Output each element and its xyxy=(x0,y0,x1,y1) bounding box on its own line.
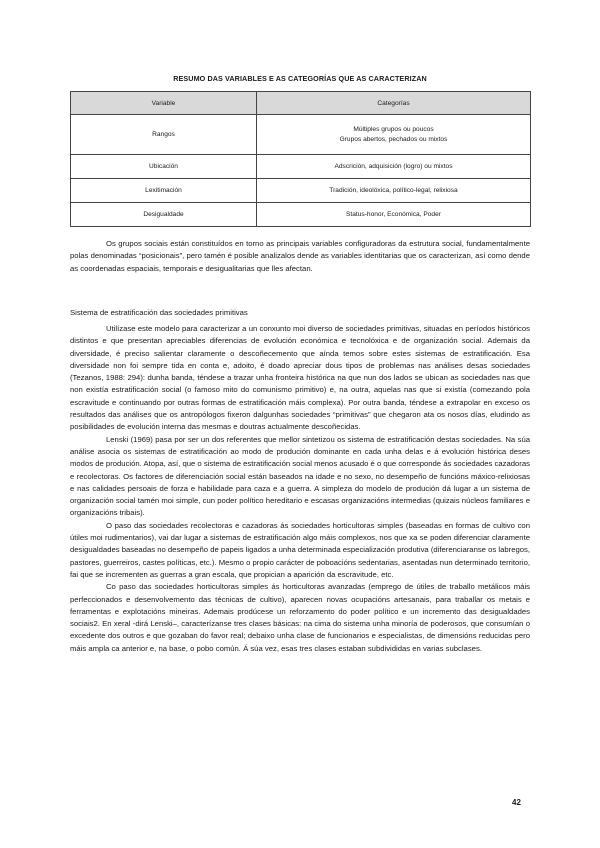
body-paragraph: O paso das sociedades recolectoras e cazadoras ás sociedades horticultoras simples (baseadas en formas de cultivo con útiles moi rudimentarios), vai dar lugar a sistemas de estratificación algo máis complexos, nos que xa se poden diferenciar claramente desigualdades baseadas no desempeño de papeis ligados a unha determinada especialización produtiva (diferenciaranse os labregos, pastores, guerreiros, castes políticas, etc.). Mesmo o propio carácter de poboacións sedentarias, asentadas nun determinado territorio, fai que se incrementen as guerras a gran escala, que propician a aparición da escravitude, etc. xyxy=(70,520,530,579)
body-paragraph: Utilízase este modelo para caracterizar a un conxunto moi diverso de sociedades primitivas, situadas en períodos históricos distintos e que presentan apreciables diferencias de evolución económica e tecnolóxica e de organización social. Ademais da diversidade, é preciso salientar claramente o descoñecemento que aínda temos sobre estes sistemas de estratificación. Esa diversidade non foi sempre tida en conta e, adoito, é doado apreciar dous tipos de problemas nas análises desas sociedades (Tezanos, 1988: 294): dunha banda, téndese a trazar unha fronteira histórica na que nun dos lados se ubican as sociedades nas que non existía estratificación social (o famoso mito do comunismo primitivo) e, na outra, aquelas nas que si existía (comezando pola escravitude e continuando por outras formas de estratificación máis complexa). Por outra banda, téndese a extrapolar en exceso os resultados das análises que os antropólogos fixeron dalgunhas sociedades “primitivas” que chegaron ata os nosos días, eludindo as posibilidades de evolución interna das mesmas e doutras actualmente descoñecidas. xyxy=(70,324,530,432)
table-header-row xyxy=(71,92,531,115)
table-cell-variable: Lexitimación xyxy=(71,179,257,203)
table-header-variable: Variable xyxy=(71,92,257,115)
table-row xyxy=(71,179,531,203)
body-paragraph: Lenski (1969) pasa por ser un dos referentes que mellor sintetizou os sistema de estratificación destas sociedades. Na súa análise asocia os sistemas de estratificación ao modo de produción dominante en cada unha delas e á evolución histórica deses modos de produción. Atopa, así, que o sistema de estratificación social menos acusado é o que corresponde ás sociedades cazadoras e recolectoras. Os factores de diferenciación social están baseados na idade e no sexo, no desempeño de funcións máxico-relixiosas e nas calidades persoais de forza e habilidade para caza e a guerra. A simpleza do modelo de produción dá lugar a un sistema de organización social tamén moi simple, cun poder político hereditario e escasas organizacións intermedias (quizais núcleos familiares e organizacións tribais). xyxy=(70,434,530,518)
table-cell-categories: Tradición, ideolóxica, político-legal, relixiosa xyxy=(257,179,531,203)
body-paragraph: Co paso das sociedades horticultoras simples ás horticultoras avanzadas (emprego de útiles de traballo metálicos máis perfeccionados e desenvolvemento das técnicas de cultivo), aparecen novas ocupacións artesanais, para traballar os metais e ferramentas e explotacións mineiras. Ademais prodúcese un reforzamento do poder político e un incremento das desigualdades sociais2. En xeral -dirá Lenski–, caracterízanse tres clases básicas: na cima do sistema unha minoría de poderosos, que consumían o excedente dos outros e que gozaban do favor real; debaixo unha clase de funcionarios e especialistas, de dimensións reducidas pero máis ampla ca anterior e, na base, o pobo común. Á súa vez, esas tres clases estaban subdivididas en varias subclases. xyxy=(70,582,530,653)
table-cell-variable: Ubicación xyxy=(71,155,257,179)
body-text xyxy=(70,323,530,655)
table-cell-variable: Rangos xyxy=(71,115,257,155)
section-heading: Sistema de estratificación das sociedades primitivas xyxy=(70,308,248,317)
table-cell-variable: Desigualdade xyxy=(71,203,257,227)
table-cell-categories: Adscrición, adquisición (logro) ou mixtos xyxy=(257,155,531,179)
table-header-categories: Categorías xyxy=(257,92,531,115)
intro-paragraph: Os grupos sociais están constituídos en torno as principais variables configuradoras da estrutura social, fundamentalmente polas denominadas “posicionais”, pero tamén é posible analizalos dende as variables identitarias que os caracterizan, así como dende as coordenadas espaciais, temporais e desigualitarias que lles afectan. xyxy=(70,239,530,273)
variables-table xyxy=(70,91,531,227)
table-row xyxy=(71,155,531,179)
table-row xyxy=(71,115,531,155)
table-cell-categories: Status-honor, Económica, Poder xyxy=(257,203,531,227)
table-row xyxy=(71,203,531,227)
category-line: Grupos abertos, pechados ou mixtos xyxy=(339,135,448,143)
table-title: RESUMO DAS VARIABLES E AS CATEGORÍAS QUE AS CARACTERIZAN xyxy=(173,74,427,83)
table-cell-categories xyxy=(257,115,531,155)
intro-text xyxy=(70,238,530,275)
page-number: 42 xyxy=(512,798,521,807)
category-line: Múltiples grupos ou poucos xyxy=(353,125,434,133)
